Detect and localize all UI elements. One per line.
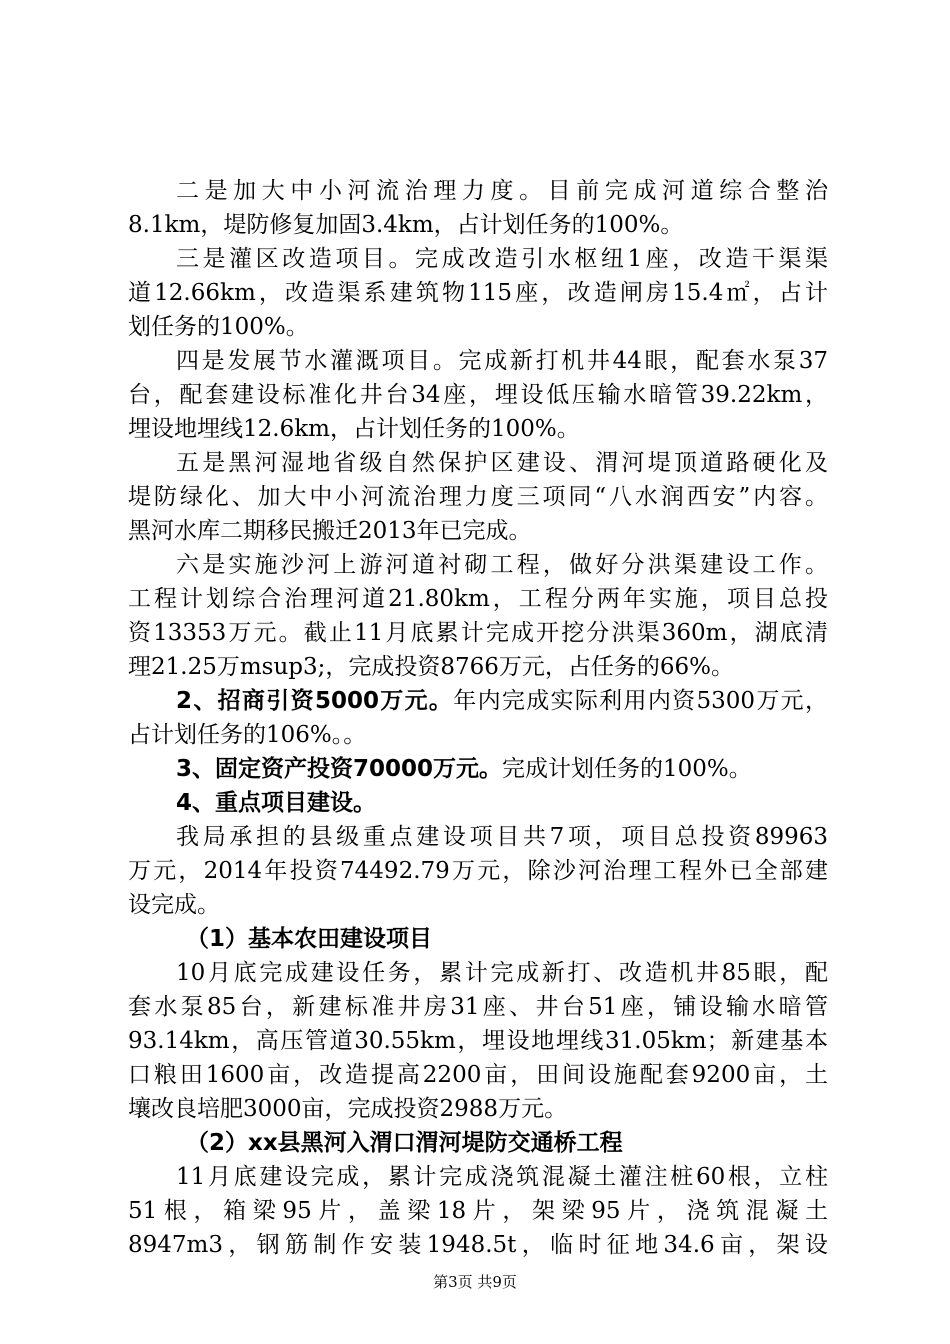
section-heading: 3、固定资产投资70000万元。 xyxy=(176,756,503,782)
text-line: 壤改良培肥3000亩，完成投资2988万元。 xyxy=(128,1096,568,1122)
section-line xyxy=(128,786,828,820)
text-line: 埋设地埋线12.6km，占计划任务的100%。 xyxy=(128,416,580,442)
text-line: 六是实施沙河上游河道衬砌工程，做好分洪渠建设工作。 xyxy=(176,552,828,578)
text-line: 占计划任务的106%。。 xyxy=(128,722,367,748)
text-line: 理21.25万msup3;，完成投资8766万元，占任务的66%。 xyxy=(128,654,735,680)
subsection-heading: （1）基本农田建设项目 xyxy=(186,926,433,952)
section-line xyxy=(128,752,828,786)
text-line: 台，配套建设标准化井台34座，埋设低压输水暗管39.22km， xyxy=(128,382,828,408)
section-line xyxy=(128,1126,828,1160)
text-line: 8.1km，堤防修复加固3.4km，占计划任务的100%。 xyxy=(128,212,684,238)
text-line: 万元，2014年投资74492.79万元，除沙河治理工程外已全部建 xyxy=(128,858,828,884)
section-line xyxy=(128,684,828,718)
text-line: 设完成。 xyxy=(128,892,220,918)
text-line: 道12.66km，改造渠系建筑物115座，改造闸房15.4㎡，占计 xyxy=(128,280,828,306)
text-line: 五是黑河湿地省级自然保护区建设、渭河堤顶道路硬化及 xyxy=(176,450,828,476)
section-heading: 4、重点项目建设。 xyxy=(176,790,377,816)
text-line: 口粮田1600亩，改造提高2200亩，田间设施配套9200亩，土 xyxy=(128,1062,828,1088)
text-line: 堤防绿化、加大中小河流治理力度三项同“八水润西安”内容。 xyxy=(128,484,828,510)
subsection-heading: （2）xx县黑河入渭口渭河堤防交通桥工程 xyxy=(186,1130,623,1156)
body-text xyxy=(128,174,828,1262)
text-line: 93.14km，高压管道30.55km，埋设地埋线31.05km；新建基本 xyxy=(128,1028,828,1054)
section-text: 完成计划任务的100%。 xyxy=(502,756,752,782)
section-heading: 2、招商引资5000万元。 xyxy=(176,688,454,714)
text-line: 11月底建设完成，累计完成浇筑混凝土灌注桩60根，立柱 xyxy=(176,1164,828,1190)
page-footer: 第3页 共9页 xyxy=(433,1273,517,1291)
text-line: 51根，箱梁95片，盖梁18片，架梁95片，浇筑混凝土 xyxy=(128,1198,828,1224)
text-line: 10月底完成建设任务，累计完成新打、改造机井85眼，配 xyxy=(176,960,828,986)
text-line: 二是加大中小河流治理力度。目前完成河道综合整治 xyxy=(176,178,828,204)
text-line: 资13353万元。截止11月底累计完成开挖分洪渠360m，湖底清 xyxy=(128,620,828,646)
text-line: 黑河水库二期移民搬迁2013年已完成。 xyxy=(128,518,532,544)
text-line: 划任务的100%。 xyxy=(128,314,309,340)
text-line: 8947m3，钢筋制作安装1948.5t，临时征地34.6亩，架设 xyxy=(128,1232,828,1258)
text-line: 我局承担的县级重点建设项目共7项，项目总投资89963 xyxy=(176,824,828,850)
text-line: 三是灌区改造项目。完成改造引水枢纽1座，改造干渠渠 xyxy=(176,246,828,272)
text-line: 套水泵85台，新建标准井房31座、井台51座，铺设输水暗管 xyxy=(128,994,828,1020)
text-line: 四是发展节水灌溉项目。完成新打机井44眼，配套水泵37 xyxy=(176,348,828,374)
section-line xyxy=(128,922,828,956)
section-text: 年内完成实际利用内资5300万元， xyxy=(453,688,828,714)
text-line: 工程计划综合治理河道21.80km，工程分两年实施，项目总投 xyxy=(128,586,828,612)
